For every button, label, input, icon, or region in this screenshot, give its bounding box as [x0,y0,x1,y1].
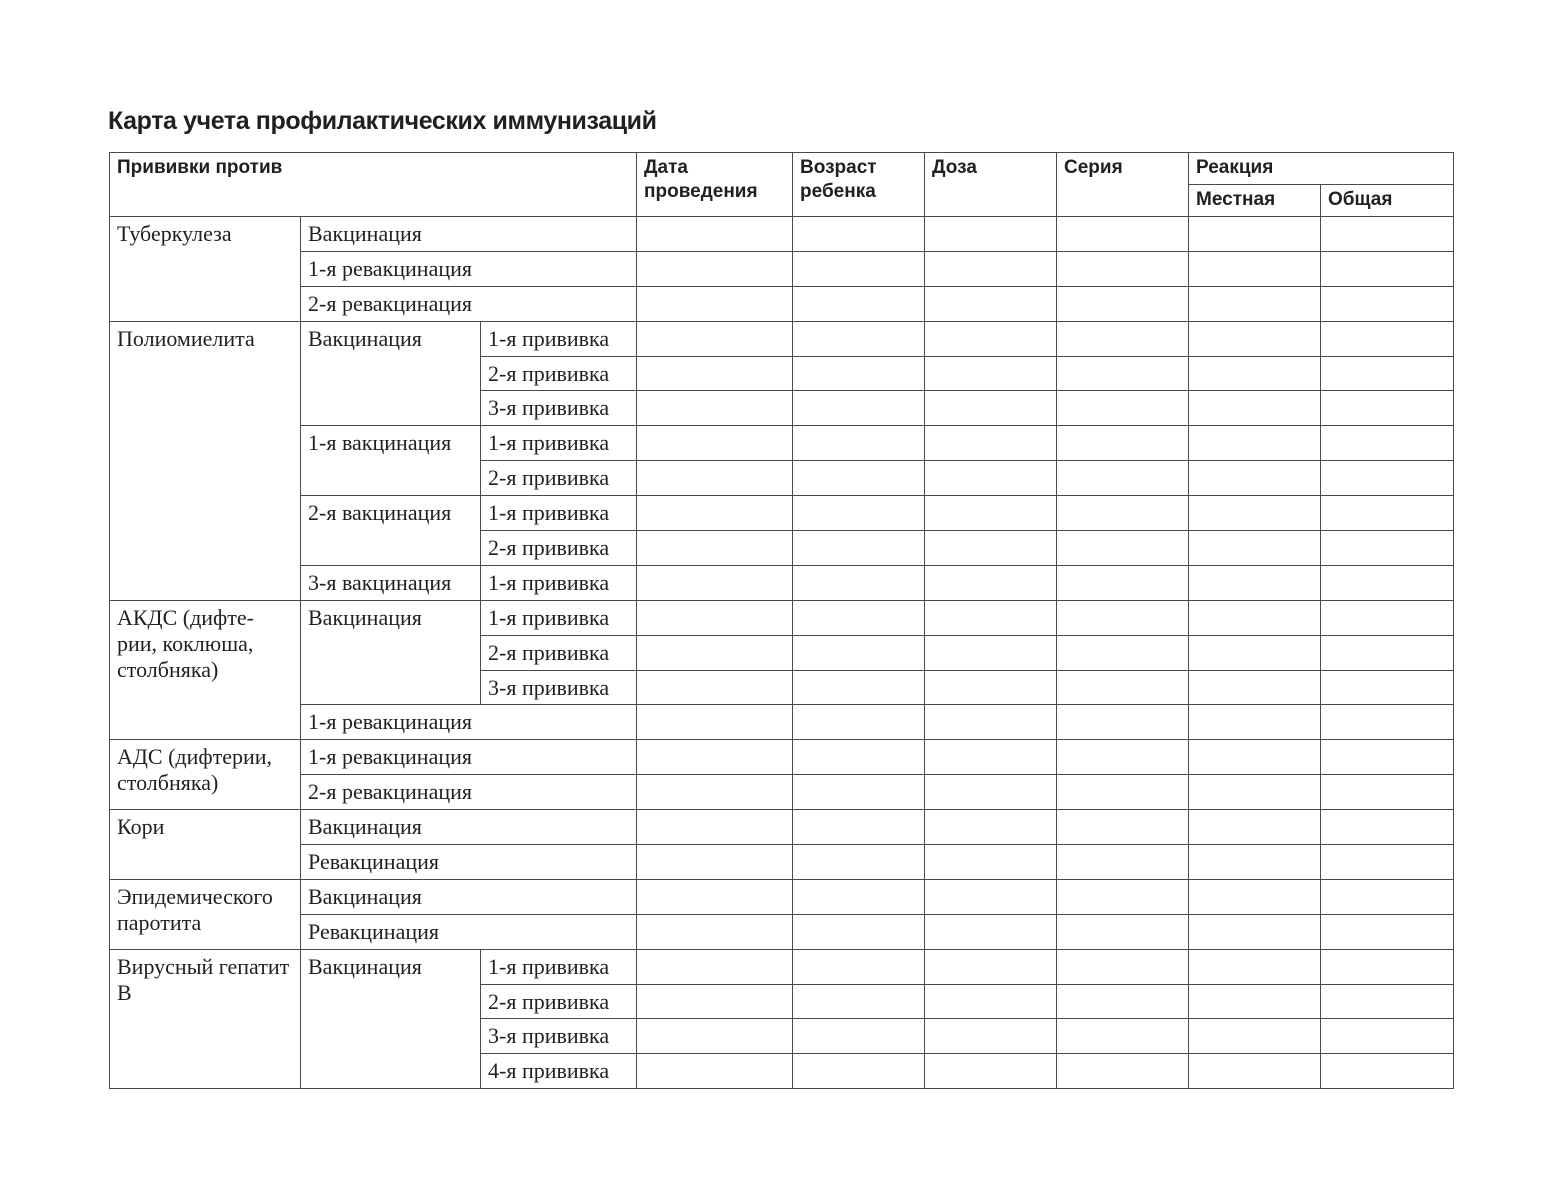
series-cell[interactable] [1057,740,1189,775]
dose-cell[interactable] [925,217,1057,252]
age-cell[interactable] [793,600,925,635]
dose-label: 4-я прививка [481,1054,637,1089]
table-row [110,914,1454,949]
date-cell[interactable] [637,286,793,321]
series-cell[interactable] [1057,461,1189,496]
table-row [110,426,1454,461]
table-row [110,740,1454,775]
date-cell[interactable] [637,565,793,600]
table-row [110,286,1454,321]
stage-label: Вакцинация [301,600,481,705]
general-reaction-cell[interactable] [1321,286,1454,321]
series-cell[interactable] [1057,879,1189,914]
age-cell[interactable] [793,496,925,531]
local-reaction-cell[interactable] [1189,286,1321,321]
series-cell[interactable] [1057,600,1189,635]
general-reaction-cell[interactable] [1321,1054,1454,1089]
local-reaction-cell[interactable] [1189,775,1321,810]
dose-label: 3-я прививка [481,391,637,426]
series-cell[interactable] [1057,496,1189,531]
dose-cell[interactable] [925,705,1057,740]
local-reaction-cell[interactable] [1189,914,1321,949]
date-cell[interactable] [637,775,793,810]
date-cell[interactable] [637,461,793,496]
dose-cell[interactable] [925,810,1057,845]
local-reaction-cell[interactable] [1189,879,1321,914]
dose-cell[interactable] [925,391,1057,426]
table-row [110,845,1454,880]
age-cell[interactable] [793,740,925,775]
age-cell[interactable] [793,426,925,461]
stage-label: Вакцинация [301,810,637,845]
table-row [110,321,1454,356]
disease-mumps: Эпидемического паротита [110,879,301,949]
header-row [110,153,1454,185]
table-row [110,496,1454,531]
date-cell[interactable] [637,984,793,1019]
general-reaction-cell[interactable] [1321,356,1454,391]
series-cell[interactable] [1057,391,1189,426]
dose-label: 3-я прививка [481,1019,637,1054]
table-row [110,565,1454,600]
age-cell[interactable] [793,705,925,740]
dose-label: 1-я прививка [481,949,637,984]
table-row [110,217,1454,252]
stage-label: Вакцинация [301,879,637,914]
local-reaction-cell[interactable] [1189,949,1321,984]
general-reaction-cell[interactable] [1321,426,1454,461]
table-row [110,251,1454,286]
general-reaction-cell[interactable] [1321,251,1454,286]
dose-cell[interactable] [925,1054,1057,1089]
series-cell[interactable] [1057,286,1189,321]
general-reaction-cell[interactable] [1321,845,1454,880]
dose-label: 1-я прививка [481,426,637,461]
dose-cell[interactable] [925,251,1057,286]
stage-label: 1-я ревакцинация [301,705,637,740]
disease-measles: Кори [110,810,301,880]
local-reaction-cell[interactable] [1189,426,1321,461]
general-reaction-cell[interactable] [1321,531,1454,566]
date-cell[interactable] [637,635,793,670]
age-cell[interactable] [793,1054,925,1089]
dose-label: 2-я прививка [481,531,637,566]
date-cell[interactable] [637,1019,793,1054]
series-cell[interactable] [1057,1054,1189,1089]
table-row [110,810,1454,845]
header-series: Серия [1057,153,1189,217]
general-reaction-cell[interactable] [1321,810,1454,845]
stage-label: Ревакцинация [301,845,637,880]
general-reaction-cell[interactable] [1321,496,1454,531]
date-cell[interactable] [637,845,793,880]
dose-cell[interactable] [925,496,1057,531]
stage-label: 3-я вакцинация [301,565,481,600]
age-cell[interactable] [793,286,925,321]
stage-label: Вакцинация [301,321,481,426]
dose-cell[interactable] [925,600,1057,635]
age-cell[interactable] [793,217,925,252]
table-row [110,600,1454,635]
stage-label: 1-я вакцинация [301,426,481,496]
header-vaccinations-against: Прививки против [110,153,637,217]
dose-cell[interactable] [925,426,1057,461]
date-cell[interactable] [637,914,793,949]
stage-label: Ревакцинация [301,914,637,949]
disease-dt: АДС (дифтерии, столбняка) [110,740,301,810]
dose-cell[interactable] [925,635,1057,670]
table-row [110,775,1454,810]
general-reaction-cell[interactable] [1321,565,1454,600]
local-reaction-cell[interactable] [1189,600,1321,635]
age-cell[interactable] [793,949,925,984]
age-cell[interactable] [793,356,925,391]
general-reaction-cell[interactable] [1321,879,1454,914]
series-cell[interactable] [1057,565,1189,600]
dose-cell[interactable] [925,461,1057,496]
date-cell[interactable] [637,879,793,914]
general-reaction-cell[interactable] [1321,670,1454,705]
series-cell[interactable] [1057,949,1189,984]
local-reaction-cell[interactable] [1189,1019,1321,1054]
series-cell[interactable] [1057,531,1189,566]
age-cell[interactable] [793,391,925,426]
date-cell[interactable] [637,321,793,356]
dose-label: 2-я прививка [481,356,637,391]
stage-label: 2-я ревакцинация [301,286,637,321]
dose-label: 1-я прививка [481,600,637,635]
general-reaction-cell[interactable] [1321,984,1454,1019]
local-reaction-cell[interactable] [1189,810,1321,845]
date-cell[interactable] [637,1054,793,1089]
date-cell[interactable] [637,740,793,775]
dose-cell[interactable] [925,321,1057,356]
age-cell[interactable] [793,635,925,670]
general-reaction-cell[interactable] [1321,949,1454,984]
local-reaction-cell[interactable] [1189,321,1321,356]
local-reaction-cell[interactable] [1189,670,1321,705]
general-reaction-cell[interactable] [1321,600,1454,635]
local-reaction-cell[interactable] [1189,565,1321,600]
dose-cell[interactable] [925,565,1057,600]
age-cell[interactable] [793,565,925,600]
date-cell[interactable] [637,217,793,252]
disease-polio: Полиомиелита [110,321,301,600]
age-cell[interactable] [793,670,925,705]
immunization-table [109,152,1454,1089]
date-cell[interactable] [637,251,793,286]
date-cell[interactable] [637,600,793,635]
series-cell[interactable] [1057,251,1189,286]
stage-label: Вакцинация [301,217,637,252]
local-reaction-cell[interactable] [1189,391,1321,426]
dose-cell[interactable] [925,984,1057,1019]
age-cell[interactable] [793,879,925,914]
age-cell[interactable] [793,984,925,1019]
date-cell[interactable] [637,705,793,740]
local-reaction-cell[interactable] [1189,1054,1321,1089]
dose-label: 1-я прививка [481,565,637,600]
series-cell[interactable] [1057,635,1189,670]
dose-label: 3-я прививка [481,670,637,705]
general-reaction-cell[interactable] [1321,461,1454,496]
local-reaction-cell[interactable] [1189,251,1321,286]
stage-label: 2-я ревакцинация [301,775,637,810]
series-cell[interactable] [1057,914,1189,949]
table-row [110,949,1454,984]
dose-cell[interactable] [925,949,1057,984]
general-reaction-cell[interactable] [1321,391,1454,426]
series-cell[interactable] [1057,984,1189,1019]
general-reaction-cell[interactable] [1321,740,1454,775]
header-reaction: Реакция [1189,153,1454,185]
table-row [110,879,1454,914]
header-child-age: Возраст ребенка [793,153,925,217]
local-reaction-cell[interactable] [1189,705,1321,740]
dose-cell[interactable] [925,740,1057,775]
dose-cell[interactable] [925,1019,1057,1054]
age-cell[interactable] [793,810,925,845]
age-cell[interactable] [793,914,925,949]
series-cell[interactable] [1057,1019,1189,1054]
series-cell[interactable] [1057,845,1189,880]
date-cell[interactable] [637,949,793,984]
stage-label: Вакцинация [301,949,481,1089]
dose-cell[interactable] [925,775,1057,810]
table-row [110,705,1454,740]
age-cell[interactable] [793,531,925,566]
local-reaction-cell[interactable] [1189,217,1321,252]
local-reaction-cell[interactable] [1189,984,1321,1019]
date-cell[interactable] [637,531,793,566]
series-cell[interactable] [1057,356,1189,391]
stage-label: 1-я ревакцинация [301,740,637,775]
dose-label: 1-я прививка [481,321,637,356]
local-reaction-cell[interactable] [1189,740,1321,775]
dose-cell[interactable] [925,286,1057,321]
series-cell[interactable] [1057,775,1189,810]
local-reaction-cell[interactable] [1189,845,1321,880]
date-cell[interactable] [637,496,793,531]
dose-cell[interactable] [925,531,1057,566]
dose-cell[interactable] [925,914,1057,949]
page-title: Карта учета профилактических иммунизаций [108,107,657,135]
stage-label: 2-я вакцинация [301,496,481,566]
general-reaction-cell[interactable] [1321,775,1454,810]
disease-tuberculosis: Туберкулеза [110,217,301,322]
local-reaction-cell[interactable] [1189,461,1321,496]
general-reaction-cell[interactable] [1321,321,1454,356]
header-reaction-general: Общая [1321,185,1454,217]
disease-hepatitis-b: Вирусный гепатит В [110,949,301,1089]
stage-label: 1-я ревакцинация [301,251,637,286]
age-cell[interactable] [793,461,925,496]
local-reaction-cell[interactable] [1189,531,1321,566]
series-cell[interactable] [1057,217,1189,252]
disease-dtp: АКДС (дифте-рии, коклюша, столбняка) [110,600,301,740]
header-reaction-local: Местная [1189,185,1321,217]
dose-cell[interactable] [925,670,1057,705]
dose-label: 2-я прививка [481,635,637,670]
series-cell[interactable] [1057,670,1189,705]
dose-label: 1-я прививка [481,496,637,531]
age-cell[interactable] [793,251,925,286]
dose-cell[interactable] [925,356,1057,391]
date-cell[interactable] [637,391,793,426]
header-date: Дата проведения [637,153,793,217]
general-reaction-cell[interactable] [1321,217,1454,252]
general-reaction-cell[interactable] [1321,914,1454,949]
general-reaction-cell[interactable] [1321,635,1454,670]
series-cell[interactable] [1057,810,1189,845]
series-cell[interactable] [1057,321,1189,356]
age-cell[interactable] [793,1019,925,1054]
date-cell[interactable] [637,356,793,391]
general-reaction-cell[interactable] [1321,705,1454,740]
dose-label: 2-я прививка [481,461,637,496]
series-cell[interactable] [1057,426,1189,461]
series-cell[interactable] [1057,705,1189,740]
age-cell[interactable] [793,321,925,356]
date-cell[interactable] [637,426,793,461]
dose-cell[interactable] [925,845,1057,880]
date-cell[interactable] [637,810,793,845]
local-reaction-cell[interactable] [1189,356,1321,391]
dose-cell[interactable] [925,879,1057,914]
age-cell[interactable] [793,845,925,880]
dose-label: 2-я прививка [481,984,637,1019]
local-reaction-cell[interactable] [1189,635,1321,670]
date-cell[interactable] [637,670,793,705]
local-reaction-cell[interactable] [1189,496,1321,531]
age-cell[interactable] [793,775,925,810]
header-dose: Доза [925,153,1057,217]
general-reaction-cell[interactable] [1321,1019,1454,1054]
